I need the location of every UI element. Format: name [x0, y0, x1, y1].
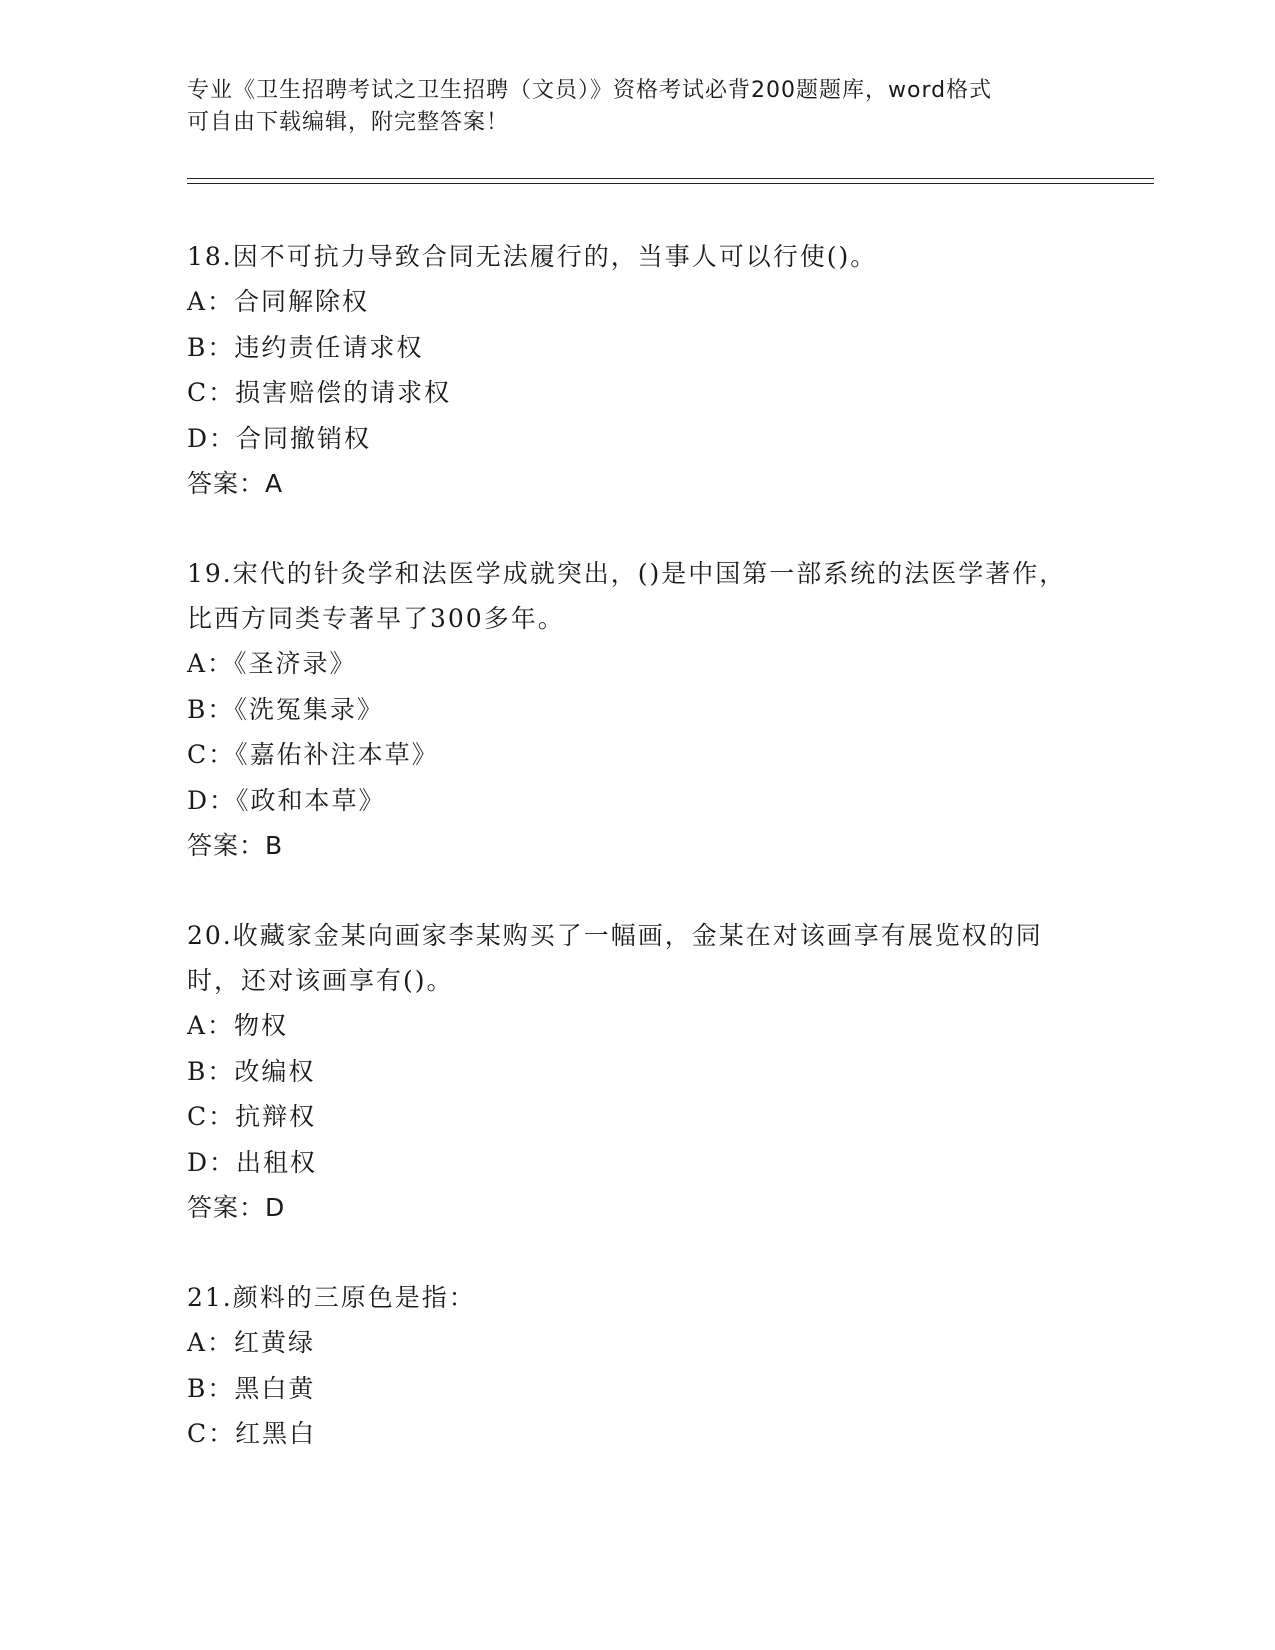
question-list: [187, 234, 1087, 1502]
option-a: A：合同解除权: [187, 287, 370, 316]
option-b: B：违约责任请求权: [187, 332, 424, 362]
question-18: [187, 234, 1087, 506]
option-b: B：黑白黄: [187, 1373, 316, 1403]
question-text: 18.因不可抗力导致合同无法履行的，当事人可以行使()。: [187, 242, 878, 271]
option-b: B：改编权: [187, 1056, 316, 1086]
option-a: A：物权: [187, 1011, 289, 1040]
option-d: D：合同撤销权: [187, 423, 372, 453]
header-divider-top: [187, 178, 1154, 179]
option-b: B：《洗冤集录》: [187, 694, 384, 724]
answer-line: 答案：B: [187, 831, 284, 860]
question-19: [187, 551, 1087, 868]
option-c: C：损害赔偿的请求权: [187, 378, 452, 407]
question-text: 21.颜料的三原色是指：: [187, 1283, 476, 1312]
option-c: C：抗辩权: [187, 1102, 317, 1131]
option-a: A：《圣济录》: [187, 649, 357, 678]
answer-line: 答案：A: [187, 469, 284, 498]
question-20: [187, 913, 1087, 1230]
header-divider-bottom: [187, 183, 1154, 184]
question-text: 20.收藏家金某向画家李某购买了一幅画，金某在对该画享有展览权的同时，还对该画享有()。: [187, 921, 1043, 995]
option-a: A：红黄绿: [187, 1328, 316, 1357]
option-d: D：《政和本草》: [187, 785, 386, 815]
option-c: C：《嘉佑补注本草》: [187, 740, 439, 769]
document-header: [187, 75, 1067, 139]
question-21: [187, 1275, 1087, 1457]
header-line-1: 专业《卫生招聘考试之卫生招聘（文员）》资格考试必背200题题库，word格式: [187, 78, 993, 103]
header-line-2: 可自由下载编辑，附完整答案！: [187, 110, 510, 135]
option-c: C：红黑白: [187, 1419, 317, 1448]
answer-line: 答案：D: [187, 1193, 286, 1222]
option-d: D：出租权: [187, 1147, 318, 1177]
question-text: 19.宋代的针灸学和法医学成就突出，()是中国第一部系统的法医学著作，比西方同类专著早了300多年。: [187, 559, 1067, 633]
